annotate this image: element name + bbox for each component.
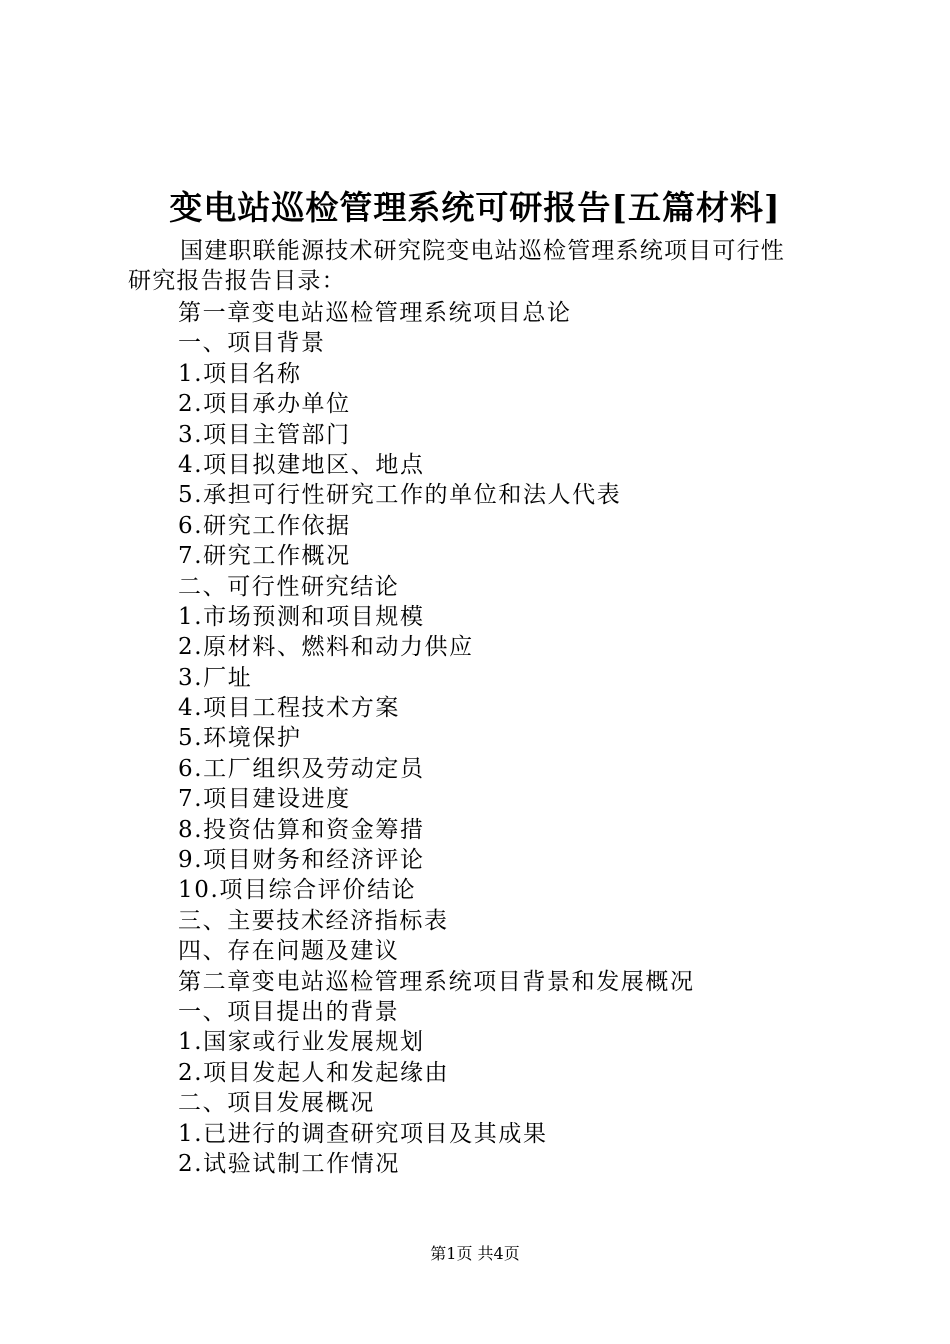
toc-item: 6.工厂组织及劳动定员	[178, 755, 425, 782]
toc-item: 9.项目财务和经济评论	[178, 847, 425, 874]
toc-item: 2.项目发起人和发起缘由	[178, 1059, 450, 1086]
toc-item: 6.研究工作依据	[178, 512, 351, 539]
toc-item: 一、项目背景	[178, 330, 326, 357]
toc-item: 4.项目工程技术方案	[178, 695, 400, 722]
toc-item: 二、可行性研究结论	[178, 573, 400, 600]
toc-item: 5.环境保护	[178, 725, 302, 752]
toc-item: 第二章变电站巡检管理系统项目背景和发展概况	[178, 968, 695, 995]
toc-item: 2.试验试制工作情况	[178, 1150, 400, 1177]
table-of-contents	[178, 298, 695, 1179]
intro-line-2: 研究报告报告目录：	[128, 268, 346, 294]
toc-item: 三、主要技术经济指标表	[178, 907, 449, 934]
toc-item: 1.项目名称	[178, 360, 302, 387]
toc-item: 四、存在问题及建议	[178, 938, 400, 965]
toc-item: 一、项目提出的背景	[178, 998, 400, 1025]
toc-item: 4.项目拟建地区、地点	[178, 451, 425, 478]
toc-item: 7.研究工作概况	[178, 543, 351, 570]
intro-paragraph	[128, 236, 838, 296]
toc-item: 二、项目发展概况	[178, 1090, 375, 1117]
toc-item: 8.投资估算和资金筹措	[178, 816, 425, 843]
toc-item: 3.厂址	[178, 664, 253, 691]
toc-item: 第一章变电站巡检管理系统项目总论	[178, 300, 572, 326]
document-title: 变电站巡检管理系统可研报告[五篇材料]	[169, 188, 781, 227]
toc-item: 2.项目承办单位	[178, 391, 351, 418]
toc-item: 1.市场预测和项目规模	[178, 603, 425, 630]
toc-item: 2.原材料、燃料和动力供应	[178, 634, 474, 661]
toc-item: 1.国家或行业发展规划	[178, 1029, 425, 1056]
toc-item: 1.已进行的调查研究项目及其成果	[178, 1120, 548, 1147]
page-number-footer: 第1页 共4页	[430, 1244, 520, 1263]
toc-item: 3.项目主管部门	[178, 421, 351, 448]
toc-item: 10.项目综合评价结论	[178, 877, 417, 904]
intro-line-1: 国建职联能源技术研究院变电站巡检管理系统项目可行性	[180, 238, 785, 264]
toc-item: 7.项目建设进度	[178, 786, 351, 813]
toc-item: 5.承担可行性研究工作的单位和法人代表	[178, 482, 622, 509]
